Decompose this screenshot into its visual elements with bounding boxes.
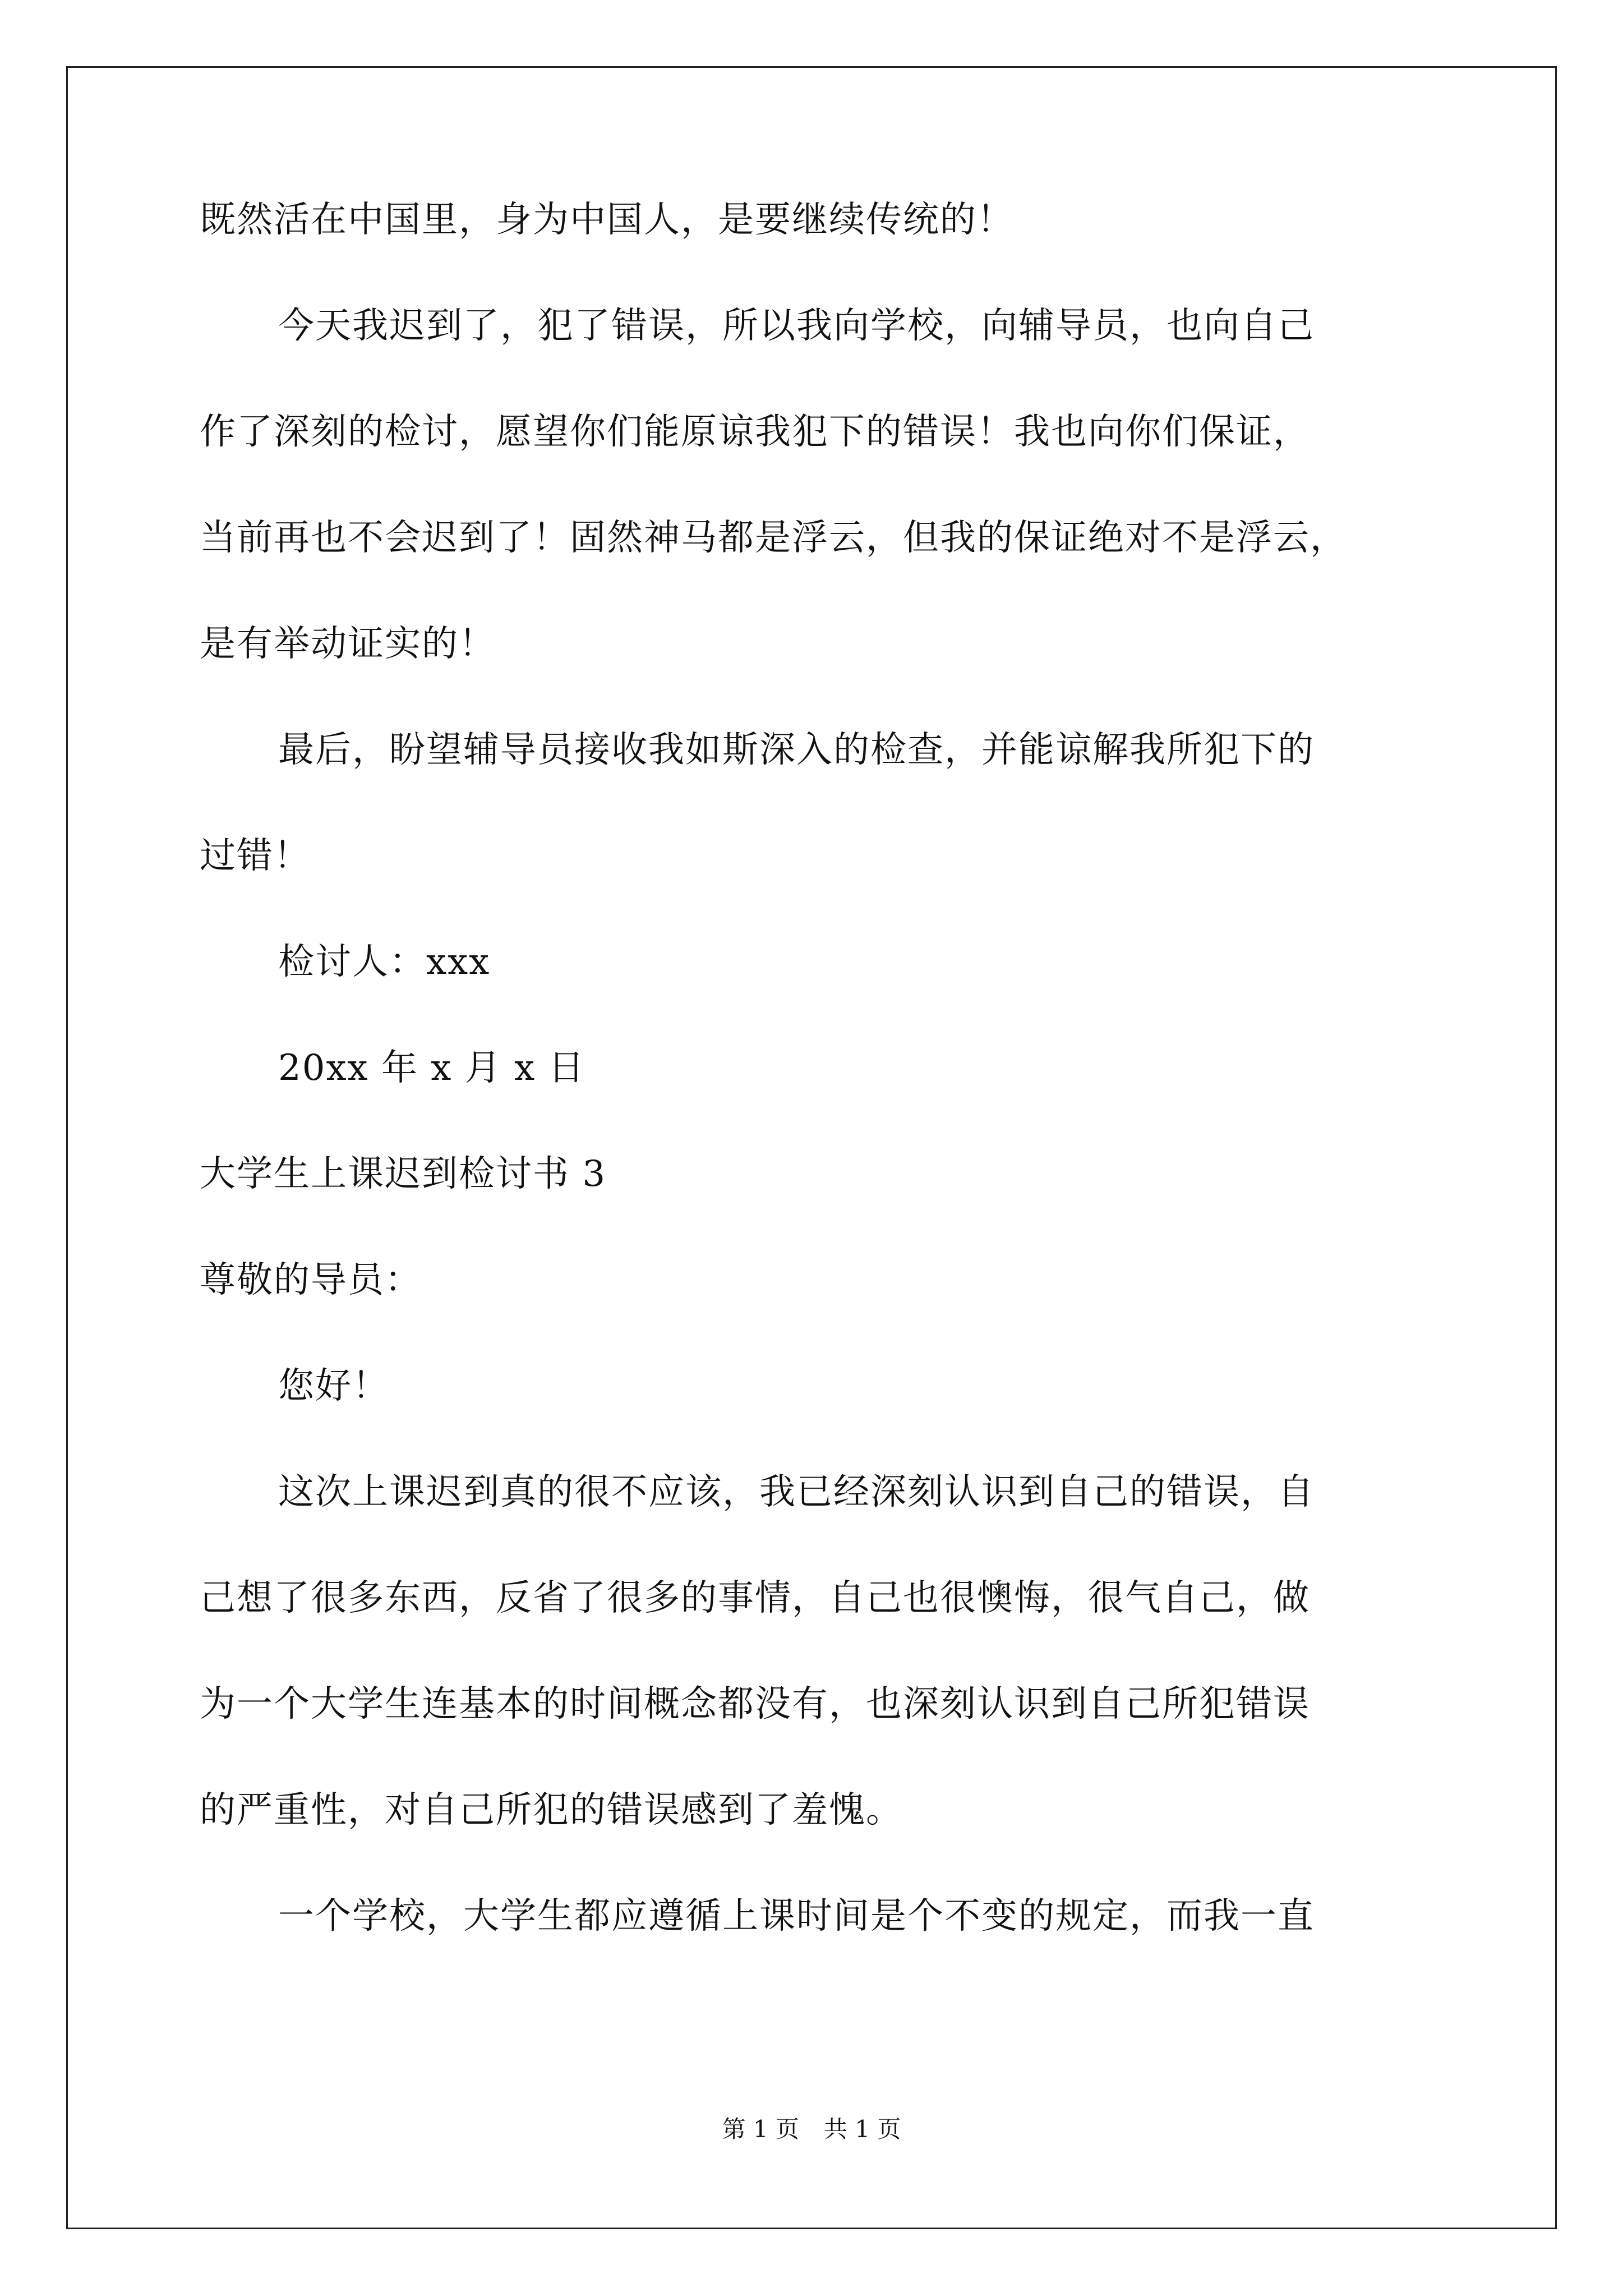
text-line: 为一个大学生连基本的时间概念都没有，也深刻认识到自己所犯错误	[200, 1683, 1310, 1725]
page-total: 共 1 页	[824, 2115, 901, 2143]
text-line: 今天我迟到了，犯了错误，所以我向学校，向辅导员，也向自己	[278, 305, 1315, 347]
greeting: 您好！	[278, 1365, 389, 1407]
text-line: 一个学校，大学生都应遵循上课时间是个不变的规定，而我一直	[278, 1895, 1315, 1937]
page-footer	[0, 2115, 1623, 2144]
text-line: 是有举动证实的！	[200, 623, 496, 665]
salutation: 尊敬的导员：	[200, 1259, 422, 1301]
text-line: 过错！	[200, 835, 311, 877]
text-line: 既然活在中国里，身为中国人，是要继续传统的！	[200, 199, 1014, 241]
text-line: 作了深刻的检讨，愿望你们能原谅我犯下的错误！我也向你们保证，	[200, 411, 1310, 453]
text-line: 当前再也不会迟到了！固然神马都是浮云，但我的保证绝对不是浮云，	[200, 517, 1347, 559]
text-line: 己想了很多东西，反省了很多的事情，自己也很懊悔，很气自己，做	[200, 1577, 1310, 1619]
page-number: 第 1 页	[722, 2115, 799, 2143]
section-title: 大学生上课迟到检讨书 3	[200, 1153, 607, 1195]
date-line: 20xx 年 x 月 x 日	[278, 1047, 585, 1089]
signature-line: 检讨人：xxx	[278, 941, 491, 983]
text-line: 最后，盼望辅导员接收我如斯深入的检查，并能谅解我所犯下的	[278, 729, 1315, 771]
text-line: 的严重性，对自己所犯的错误感到了羞愧。	[200, 1789, 903, 1831]
text-line: 这次上课迟到真的很不应该，我已经深刻认识到自己的错误，自	[278, 1471, 1315, 1513]
